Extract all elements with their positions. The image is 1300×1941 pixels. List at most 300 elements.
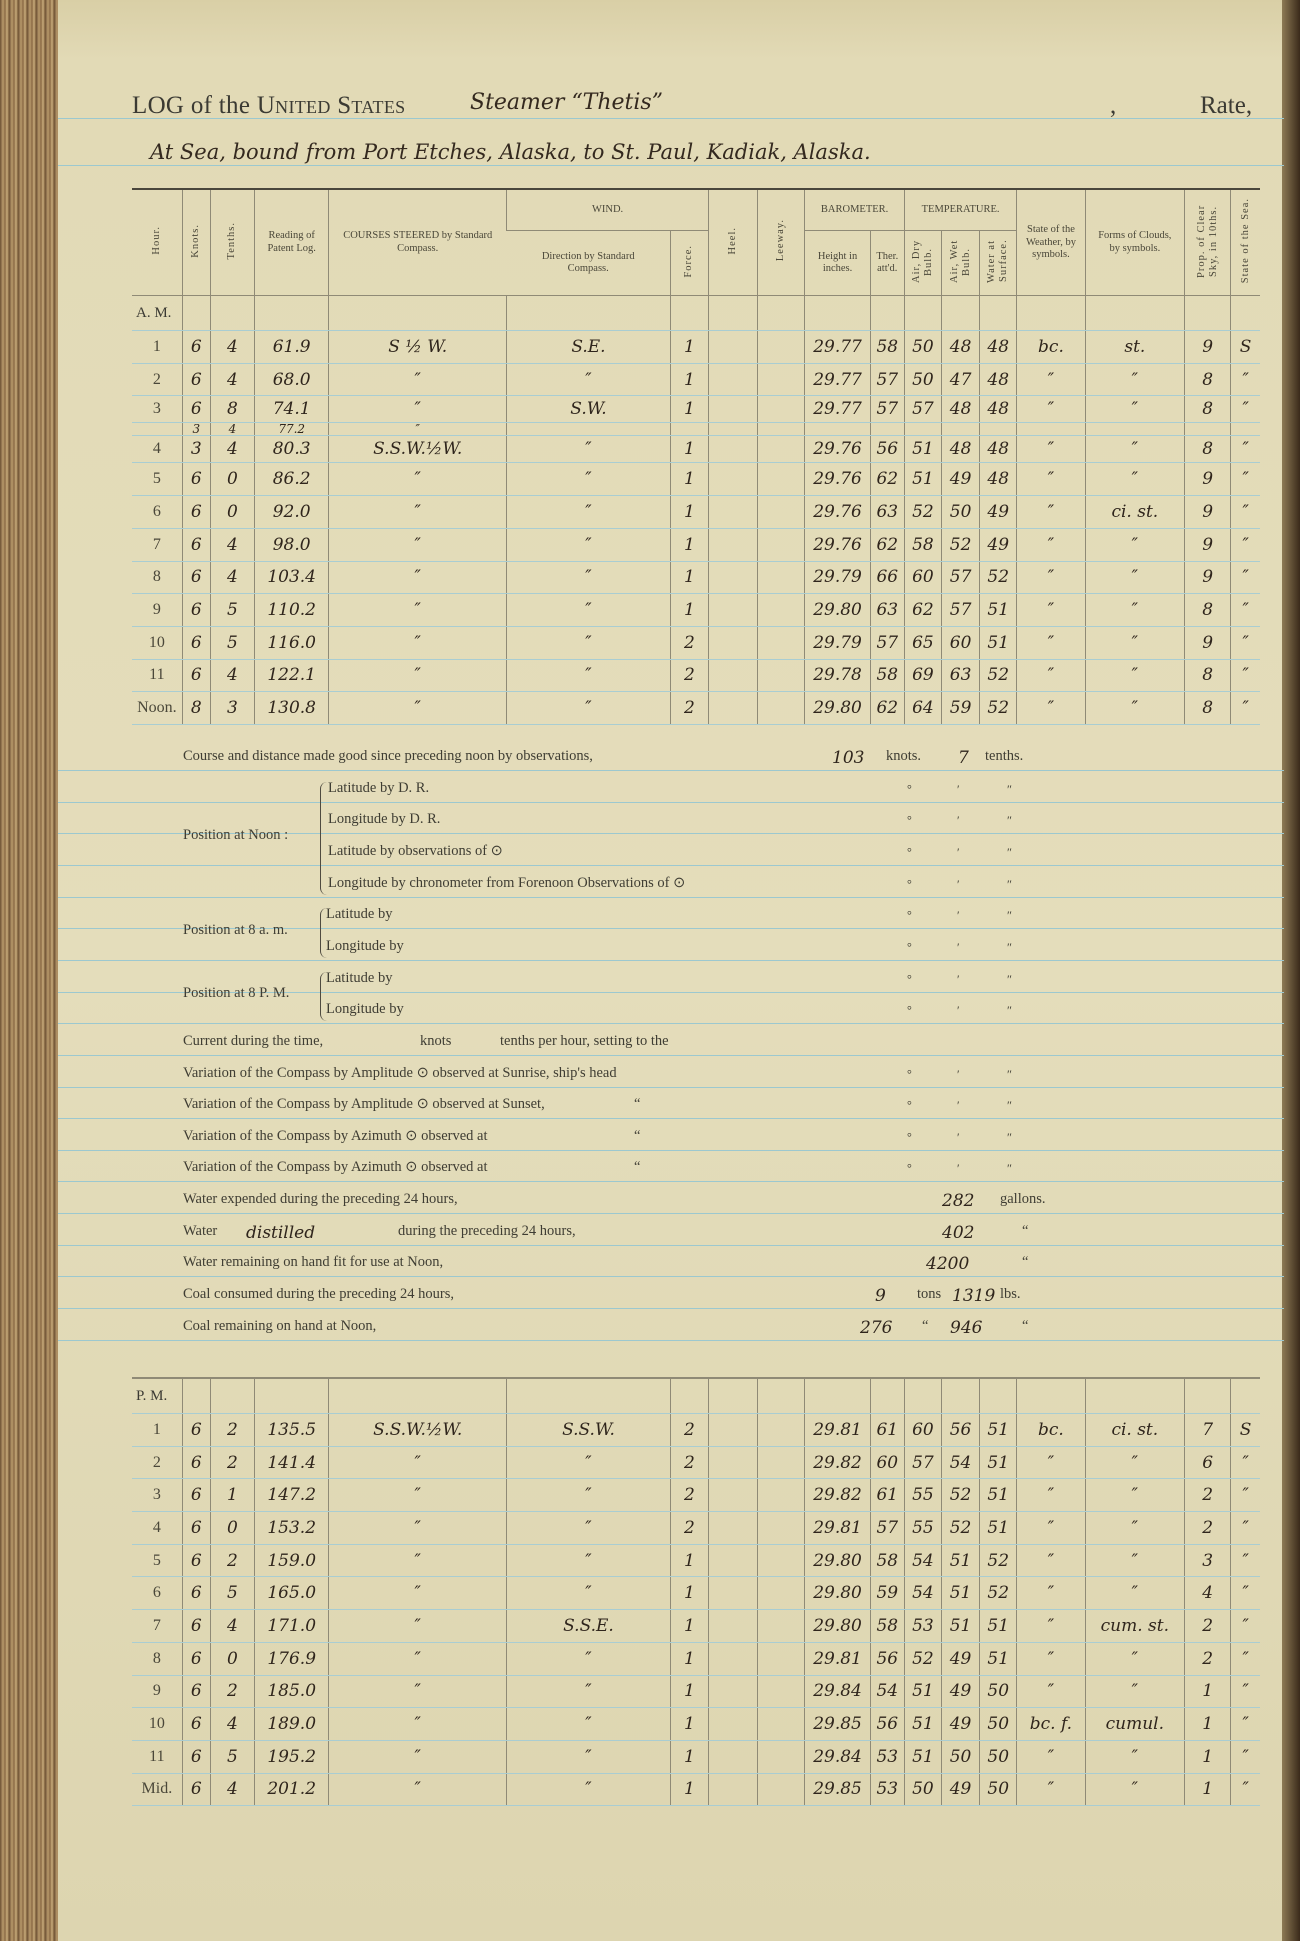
cell-wet: 50 xyxy=(941,1740,979,1773)
cell-log: 195.2 xyxy=(255,1740,329,1773)
empty-cell xyxy=(709,296,758,331)
cell-log: 61.9 xyxy=(255,331,329,364)
cell-sky: 8 xyxy=(1185,594,1231,627)
ruled-line xyxy=(58,1245,1284,1246)
degree-min-mark: ′ xyxy=(957,1003,960,1018)
degree-deg-mark: ° xyxy=(907,1098,912,1113)
cell-weather: ″ xyxy=(1017,659,1085,692)
cell-ther: 62 xyxy=(870,528,904,561)
cell-weather: ″ xyxy=(1017,1675,1085,1708)
degree-sec-mark: ″ xyxy=(1007,844,1012,859)
cell-log: 92.0 xyxy=(255,496,329,529)
pm-log-table xyxy=(132,1377,1260,1806)
cell-force: 1 xyxy=(670,1708,708,1741)
cell-log: 80.3 xyxy=(255,436,329,463)
cell-hour: 10 xyxy=(132,1708,182,1741)
cell-tenths: 4 xyxy=(210,1708,254,1741)
cell-wet: 49 xyxy=(941,1708,979,1741)
cell-sea: ″ xyxy=(1231,496,1260,529)
cell-tenths: 2 xyxy=(210,1414,254,1447)
cell-leeway xyxy=(758,1479,805,1512)
cell-water: 48 xyxy=(980,331,1017,364)
cell-leeway xyxy=(758,1544,805,1577)
cell-weather: ″ xyxy=(1017,463,1085,496)
cell-sea: ″ xyxy=(1231,1708,1260,1741)
cell-wet: 60 xyxy=(942,626,980,659)
cell-course: ″ xyxy=(329,1610,507,1643)
ditto-mark: “ xyxy=(634,1127,641,1144)
log-row xyxy=(132,1512,1260,1545)
cell-leeway xyxy=(758,659,805,692)
cell-ther: 56 xyxy=(870,1708,904,1741)
log-row xyxy=(132,1414,1260,1447)
cell-course: ″ xyxy=(329,363,507,396)
cell-leeway xyxy=(758,1610,805,1643)
position-8pm-label: Position at 8 P. M. xyxy=(183,985,290,1002)
cell-tenths: 2 xyxy=(210,1544,254,1577)
cell-heel xyxy=(709,626,758,659)
ruled-line xyxy=(58,1276,1284,1277)
ruled-line xyxy=(58,960,1284,961)
water-kind: distilled xyxy=(246,1222,316,1243)
cell-heel xyxy=(709,692,758,725)
cell-weather: ″ xyxy=(1017,1610,1085,1643)
col-baro-height: Height in inches. xyxy=(805,231,870,296)
degree-min-mark: ′ xyxy=(957,813,960,828)
cell-baro: 29.81 xyxy=(805,1642,870,1675)
cell-sky: 9 xyxy=(1185,626,1231,659)
cell-baro: 29.85 xyxy=(805,1708,870,1741)
cell-course: S ½ W. xyxy=(329,331,507,364)
cell-baro: 29.81 xyxy=(805,1512,870,1545)
cell-log: 77.2 xyxy=(255,423,329,436)
compass-variation-label: Variation of the Compass by Amplitude ⊙ observed at Sunrise, ship's head xyxy=(183,1064,617,1081)
cell-course: ″ xyxy=(329,496,507,529)
cell-sky: 1 xyxy=(1185,1675,1231,1708)
cell-log: 141.4 xyxy=(255,1446,329,1479)
cell-water: 51 xyxy=(980,1414,1017,1447)
cell-clouds: ″ xyxy=(1085,1577,1184,1610)
course-distance-knots: 103 xyxy=(832,748,865,768)
cell-force: 1 xyxy=(670,363,708,396)
cell-force: 2 xyxy=(670,692,708,725)
ruled-line xyxy=(58,1308,1284,1309)
vessel-name: Steamer “Thetis” xyxy=(470,90,663,115)
ditto-mark: “ xyxy=(1022,1317,1029,1334)
am-log-table xyxy=(132,188,1260,725)
cell-water: 51 xyxy=(980,1446,1017,1479)
cell-baro: 29.80 xyxy=(805,1577,870,1610)
cell-hour: 1 xyxy=(132,1414,182,1447)
cell-sky: 8 xyxy=(1185,692,1231,725)
cell-baro: 29.82 xyxy=(805,1446,870,1479)
cell-sea: ″ xyxy=(1231,1446,1260,1479)
cell-weather: ″ xyxy=(1017,692,1085,725)
cell-hour: 8 xyxy=(132,1642,182,1675)
cell-sky: 8 xyxy=(1185,659,1231,692)
cell-water: 50 xyxy=(980,1773,1017,1806)
cell-course: ″ xyxy=(329,594,507,627)
cell-wind-dir: ″ xyxy=(507,1708,671,1741)
empty-cell xyxy=(210,1378,254,1414)
cell-heel xyxy=(709,594,758,627)
degree-deg-mark: ° xyxy=(907,1003,912,1018)
cell-water: 48 xyxy=(980,436,1017,463)
water-prefix: Water xyxy=(183,1222,218,1239)
cell-ther: 58 xyxy=(870,659,904,692)
coal-consumed-label: Coal consumed during the preceding 24 hours, xyxy=(183,1286,455,1303)
cell-heel xyxy=(709,363,758,396)
cell-log: 147.2 xyxy=(255,1479,329,1512)
cell-hour: 3 xyxy=(132,1479,182,1512)
empty-cell xyxy=(255,1378,329,1414)
cell-wind-dir: ″ xyxy=(507,1773,671,1806)
log-row xyxy=(132,363,1260,396)
cell-water: 49 xyxy=(980,496,1017,529)
degree-sec-mark: ″ xyxy=(1007,1003,1012,1018)
cell-weather: ″ xyxy=(1017,1544,1085,1577)
empty-cell xyxy=(942,296,980,331)
cell-sea: ″ xyxy=(1231,1544,1260,1577)
cell-ther: 63 xyxy=(870,496,904,529)
log-row xyxy=(132,331,1260,364)
compass-variation-label: Variation of the Compass by Azimuth ⊙ observed at xyxy=(183,1127,488,1144)
degree-sec-mark: ″ xyxy=(1007,781,1012,796)
log-row xyxy=(132,463,1260,496)
cell-weather: ″ xyxy=(1017,626,1085,659)
cell-course: ″ xyxy=(329,1479,507,1512)
degree-sec-mark: ″ xyxy=(1007,939,1012,954)
cell-ther: 60 xyxy=(870,1446,904,1479)
cell-baro: 29.79 xyxy=(805,626,870,659)
cell-wet: 49 xyxy=(941,1642,979,1675)
cell-wet: 52 xyxy=(941,1512,979,1545)
cell-knots: 6 xyxy=(182,463,210,496)
cell-tenths: 0 xyxy=(210,1512,254,1545)
cell-sea: ″ xyxy=(1231,528,1260,561)
cell-weather xyxy=(1017,423,1085,436)
cell-baro: 29.76 xyxy=(805,496,870,529)
cell-baro: 29.76 xyxy=(805,436,870,463)
coal-consumed-lbs: 1319 xyxy=(952,1286,996,1307)
empty-cell xyxy=(1085,1378,1184,1414)
empty-cell xyxy=(670,296,708,331)
water-remaining-value: 4200 xyxy=(926,1254,970,1275)
col-tenths: Tenths. xyxy=(210,189,254,296)
cell-hour: 6 xyxy=(132,496,182,529)
empty-cell xyxy=(1085,296,1184,331)
cell-leeway xyxy=(758,436,805,463)
cell-wet: 59 xyxy=(942,692,980,725)
cell-tenths: 1 xyxy=(210,1479,254,1512)
cell-knots: 6 xyxy=(182,594,210,627)
cell-hour: Noon. xyxy=(132,692,182,725)
cell-dry: 51 xyxy=(904,1708,941,1741)
cell-heel xyxy=(709,1577,758,1610)
cell-leeway xyxy=(758,1708,805,1741)
cell-hour xyxy=(132,423,182,436)
cell-leeway xyxy=(758,496,805,529)
cell-knots: 6 xyxy=(182,1675,210,1708)
cell-weather: ″ xyxy=(1017,1642,1085,1675)
cell-baro: 29.80 xyxy=(805,1610,870,1643)
log-row xyxy=(132,1773,1260,1806)
noon-position-line: Longitude by chronometer from Forenoon Observations of ⊙ xyxy=(328,874,686,891)
cell-sea: ″ xyxy=(1231,1479,1260,1512)
cell-weather: bc. xyxy=(1017,1414,1085,1447)
cell-sea: ″ xyxy=(1231,1773,1260,1806)
cell-sea: ″ xyxy=(1231,594,1260,627)
cell-sea: ″ xyxy=(1231,1610,1260,1643)
cell-force: 2 xyxy=(670,1512,708,1545)
empty-cell xyxy=(870,1378,904,1414)
cell-clouds: ″ xyxy=(1085,692,1184,725)
cell-sky: 7 xyxy=(1185,1414,1231,1447)
cell-wind-dir: ″ xyxy=(507,1740,671,1773)
ruled-line xyxy=(58,802,1284,803)
degree-deg-mark: ° xyxy=(907,813,912,828)
log-row xyxy=(132,423,1260,436)
cell-knots: 6 xyxy=(182,528,210,561)
cell-water: 51 xyxy=(980,626,1017,659)
cell-knots: 6 xyxy=(182,496,210,529)
cell-wet: 47 xyxy=(942,363,980,396)
cell-wet: 54 xyxy=(941,1446,979,1479)
cell-force: 1 xyxy=(670,436,708,463)
degree-deg-mark: ° xyxy=(907,908,912,923)
cell-dry: 69 xyxy=(904,659,941,692)
cell-log: 135.5 xyxy=(255,1414,329,1447)
cell-sea: ″ xyxy=(1231,692,1260,725)
cell-wet: 63 xyxy=(942,659,980,692)
cell-water: 48 xyxy=(980,363,1017,396)
cell-sea: ″ xyxy=(1231,1577,1260,1610)
cell-log: 185.0 xyxy=(255,1675,329,1708)
noon-position-line: Latitude by observations of ⊙ xyxy=(328,842,503,859)
cell-clouds: ″ xyxy=(1085,363,1184,396)
degree-deg-mark: ° xyxy=(907,971,912,986)
cell-force: 1 xyxy=(670,528,708,561)
cell-course: ″ xyxy=(329,692,507,725)
cell-baro: 29.80 xyxy=(805,1544,870,1577)
cell-tenths: 4 xyxy=(210,1773,254,1806)
cell-ther: 56 xyxy=(870,1642,904,1675)
cell-leeway xyxy=(758,331,805,364)
cell-baro: 29.78 xyxy=(805,659,870,692)
cell-weather: ″ xyxy=(1017,594,1085,627)
cell-wind-dir xyxy=(507,423,671,436)
cell-course: ″ xyxy=(329,463,507,496)
ruled-line xyxy=(58,1181,1284,1182)
cell-dry: 52 xyxy=(904,496,941,529)
cell-knots: 6 xyxy=(182,331,210,364)
cell-heel xyxy=(709,1512,758,1545)
cell-tenths: 2 xyxy=(210,1446,254,1479)
cell-ther: 66 xyxy=(870,561,904,594)
col-temperature: TEMPERATURE. xyxy=(904,189,1016,231)
cell-heel xyxy=(709,331,758,364)
col-clear-sky: Prop. of Clear Sky, in 10ths. xyxy=(1185,189,1231,296)
cell-leeway xyxy=(758,396,805,423)
cell-hour: 4 xyxy=(132,1512,182,1545)
cell-heel xyxy=(709,1414,758,1447)
cell-sea: S xyxy=(1231,331,1260,364)
cell-sky: 8 xyxy=(1185,396,1231,423)
coal-remaining-label: Coal remaining on hand at Noon, xyxy=(183,1317,377,1334)
cell-dry: 53 xyxy=(904,1610,941,1643)
cell-clouds: ″ xyxy=(1085,436,1184,463)
cell-heel xyxy=(709,659,758,692)
pm-label-row xyxy=(132,1378,1260,1414)
cell-dry: 55 xyxy=(904,1479,941,1512)
cell-weather: ″ xyxy=(1017,561,1085,594)
cell-clouds: ″ xyxy=(1085,561,1184,594)
ruled-line xyxy=(58,1055,1284,1056)
degree-sec-mark: ″ xyxy=(1007,1161,1012,1176)
cell-weather: ″ xyxy=(1017,1479,1085,1512)
cell-heel xyxy=(709,1642,758,1675)
col-hour: Hour. xyxy=(132,189,182,296)
col-heel: Heel. xyxy=(709,189,758,296)
cell-clouds: ci. st. xyxy=(1085,496,1184,529)
cell-force: 1 xyxy=(670,496,708,529)
cell-clouds: cum. st. xyxy=(1085,1610,1184,1643)
cell-wind-dir: ″ xyxy=(507,692,671,725)
cell-knots: 6 xyxy=(182,561,210,594)
cell-clouds: ci. st. xyxy=(1085,1414,1184,1447)
cell-wet: 49 xyxy=(941,1773,979,1806)
cell-heel xyxy=(709,528,758,561)
cell-ther: 57 xyxy=(870,363,904,396)
log-row xyxy=(132,1708,1260,1741)
cell-sky: 2 xyxy=(1185,1642,1231,1675)
tons-unit: tons xyxy=(917,1286,942,1303)
cell-sea: ″ xyxy=(1231,1642,1260,1675)
cell-water: 52 xyxy=(980,1544,1017,1577)
empty-cell xyxy=(980,296,1017,331)
cell-water xyxy=(980,423,1017,436)
am-label: A. M. xyxy=(132,296,182,331)
cell-hour: 4 xyxy=(132,436,182,463)
cell-ther: 63 xyxy=(870,594,904,627)
ditto-mark: “ xyxy=(634,1159,641,1176)
cell-weather: bc. f. xyxy=(1017,1708,1085,1741)
cell-knots: 6 xyxy=(182,363,210,396)
cell-wet: 51 xyxy=(941,1577,979,1610)
cell-weather: ″ xyxy=(1017,396,1085,423)
cell-wet: 48 xyxy=(942,331,980,364)
cell-leeway xyxy=(758,463,805,496)
cell-leeway xyxy=(758,692,805,725)
cell-baro: 29.81 xyxy=(805,1414,870,1447)
cell-force: 1 xyxy=(670,1577,708,1610)
cell-wind-dir: ″ xyxy=(507,1642,671,1675)
cell-tenths: 3 xyxy=(210,692,254,725)
cell-dry: 50 xyxy=(904,331,941,364)
log-row xyxy=(132,594,1260,627)
degree-deg-mark: ° xyxy=(907,781,912,796)
cell-clouds: ″ xyxy=(1085,594,1184,627)
course-distance-label: Course and distance made good since preceding noon by observations, xyxy=(183,748,593,764)
cell-log: 165.0 xyxy=(255,1577,329,1610)
cell-clouds: ″ xyxy=(1085,659,1184,692)
cell-hour: 2 xyxy=(132,1446,182,1479)
cell-tenths: 4 xyxy=(210,331,254,364)
empty-cell xyxy=(1017,296,1085,331)
cell-tenths: 5 xyxy=(210,1740,254,1773)
cell-log: 189.0 xyxy=(255,1708,329,1741)
log-row xyxy=(132,528,1260,561)
col-wind-direction: Direction by Standard Compass. xyxy=(507,231,671,296)
cell-baro: 29.76 xyxy=(805,528,870,561)
cell-tenths: 4 xyxy=(210,423,254,436)
cell-sky: 8 xyxy=(1185,363,1231,396)
cell-weather: ″ xyxy=(1017,528,1085,561)
cell-baro: 29.85 xyxy=(805,1773,870,1806)
8pm-position-line: Latitude by xyxy=(326,969,393,986)
cell-course: ″ xyxy=(329,1512,507,1545)
cell-leeway xyxy=(758,626,805,659)
cell-clouds: ″ xyxy=(1085,1642,1184,1675)
cell-hour: 11 xyxy=(132,659,182,692)
cell-log: 74.1 xyxy=(255,396,329,423)
cell-tenths: 4 xyxy=(210,363,254,396)
degree-deg-mark: ° xyxy=(907,1161,912,1176)
cell-weather: ″ xyxy=(1017,496,1085,529)
brace xyxy=(320,908,327,958)
water-remaining-label: Water remaining on hand fit for use at Noon, xyxy=(183,1254,444,1271)
cell-wet: 57 xyxy=(942,561,980,594)
degree-min-mark: ′ xyxy=(957,876,960,891)
cell-baro: 29.77 xyxy=(805,363,870,396)
cell-sky: 8 xyxy=(1185,436,1231,463)
cell-knots: 6 xyxy=(182,626,210,659)
cell-leeway xyxy=(758,1642,805,1675)
cell-baro: 29.77 xyxy=(805,331,870,364)
cell-course: ″ xyxy=(329,1446,507,1479)
cell-course: ″ xyxy=(329,1544,507,1577)
cell-ther: 56 xyxy=(870,436,904,463)
cell-wet: 48 xyxy=(942,396,980,423)
cell-weather: bc. xyxy=(1017,331,1085,364)
cell-knots: 6 xyxy=(182,1610,210,1643)
cell-sky: 1 xyxy=(1185,1740,1231,1773)
log-row xyxy=(132,561,1260,594)
cell-heel xyxy=(709,1610,758,1643)
cell-tenths: 5 xyxy=(210,594,254,627)
cell-dry: 51 xyxy=(904,1740,941,1773)
cell-heel xyxy=(709,396,758,423)
cell-tenths: 0 xyxy=(210,463,254,496)
cell-wet: 51 xyxy=(941,1610,979,1643)
cell-sky: 9 xyxy=(1185,331,1231,364)
cell-clouds: ″ xyxy=(1085,396,1184,423)
ditto-mark: “ xyxy=(1022,1222,1029,1239)
cell-hour: 8 xyxy=(132,561,182,594)
cell-force: 1 xyxy=(670,1675,708,1708)
cell-clouds: ″ xyxy=(1085,1512,1184,1545)
cell-ther: 57 xyxy=(870,1512,904,1545)
degree-min-mark: ′ xyxy=(957,1161,960,1176)
cell-sea: ″ xyxy=(1231,363,1260,396)
water-expended-value: 282 xyxy=(942,1191,975,1212)
cell-sky: 2 xyxy=(1185,1610,1231,1643)
cell-wet: 56 xyxy=(941,1414,979,1447)
cell-water: 51 xyxy=(980,1642,1017,1675)
cell-water: 52 xyxy=(980,659,1017,692)
water-distilled-value: 402 xyxy=(942,1222,975,1243)
empty-cell xyxy=(1231,296,1260,331)
